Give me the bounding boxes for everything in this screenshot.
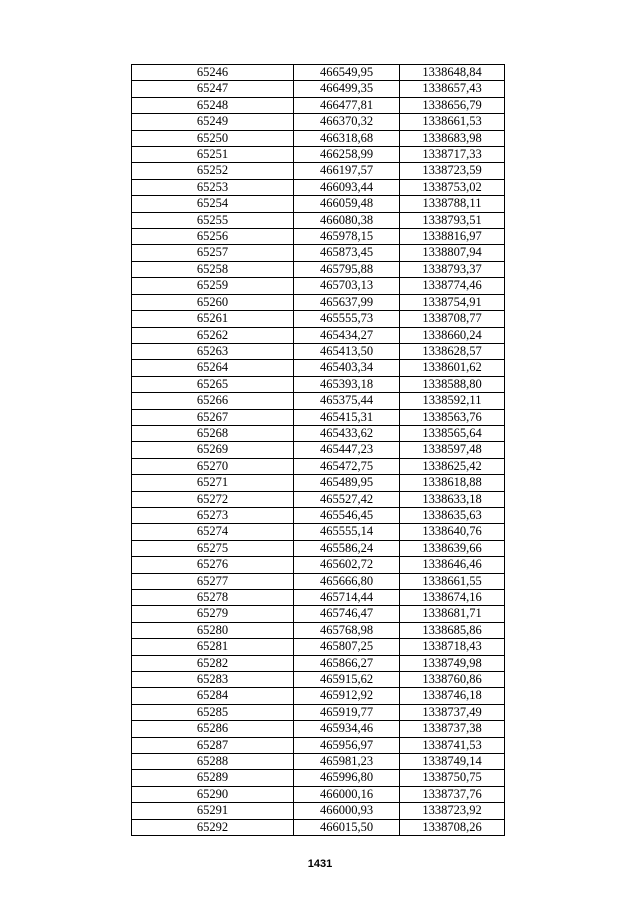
table-row bbox=[132, 458, 505, 474]
point-number-cell: 65271 bbox=[132, 475, 294, 491]
x-coordinate-cell: 466499,35 bbox=[294, 81, 400, 97]
x-coordinate-cell: 465996,80 bbox=[294, 770, 400, 786]
x-coordinate-cell: 466015,50 bbox=[294, 819, 400, 835]
point-number-cell: 65247 bbox=[132, 81, 294, 97]
point-number-cell: 65287 bbox=[132, 737, 294, 753]
y-coordinate-cell: 1338746,18 bbox=[400, 688, 505, 704]
x-coordinate-cell: 465527,42 bbox=[294, 491, 400, 507]
table-row bbox=[132, 540, 505, 556]
x-coordinate-cell: 466477,81 bbox=[294, 97, 400, 113]
x-coordinate-cell: 465602,72 bbox=[294, 557, 400, 573]
point-number-cell: 65265 bbox=[132, 376, 294, 392]
point-number-cell: 65267 bbox=[132, 409, 294, 425]
table-row bbox=[132, 343, 505, 359]
point-number-cell: 65290 bbox=[132, 786, 294, 802]
y-coordinate-cell: 1338618,88 bbox=[400, 475, 505, 491]
table-row bbox=[132, 803, 505, 819]
table-row bbox=[132, 622, 505, 638]
y-coordinate-cell: 1338633,18 bbox=[400, 491, 505, 507]
point-number-cell: 65281 bbox=[132, 639, 294, 655]
table-row bbox=[132, 507, 505, 523]
table-row bbox=[132, 704, 505, 720]
table-row bbox=[132, 425, 505, 441]
point-number-cell: 65257 bbox=[132, 245, 294, 261]
point-number-cell: 65262 bbox=[132, 327, 294, 343]
point-number-cell: 65252 bbox=[132, 163, 294, 179]
point-number-cell: 65280 bbox=[132, 622, 294, 638]
y-coordinate-cell: 1338635,63 bbox=[400, 507, 505, 523]
y-coordinate-cell: 1338685,86 bbox=[400, 622, 505, 638]
x-coordinate-cell: 465472,75 bbox=[294, 458, 400, 474]
y-coordinate-cell: 1338657,43 bbox=[400, 81, 505, 97]
table-row bbox=[132, 737, 505, 753]
x-coordinate-cell: 465912,92 bbox=[294, 688, 400, 704]
point-number-cell: 65274 bbox=[132, 524, 294, 540]
table-row bbox=[132, 327, 505, 343]
x-coordinate-cell: 465489,95 bbox=[294, 475, 400, 491]
x-coordinate-cell: 465768,98 bbox=[294, 622, 400, 638]
point-number-cell: 65272 bbox=[132, 491, 294, 507]
table-row bbox=[132, 639, 505, 655]
x-coordinate-cell: 466000,93 bbox=[294, 803, 400, 819]
table-row bbox=[132, 130, 505, 146]
y-coordinate-cell: 1338723,92 bbox=[400, 803, 505, 819]
table-row bbox=[132, 721, 505, 737]
y-coordinate-cell: 1338708,77 bbox=[400, 311, 505, 327]
table-row bbox=[132, 557, 505, 573]
x-coordinate-cell: 465415,31 bbox=[294, 409, 400, 425]
x-coordinate-cell: 465393,18 bbox=[294, 376, 400, 392]
y-coordinate-cell: 1338597,48 bbox=[400, 442, 505, 458]
y-coordinate-cell: 1338816,97 bbox=[400, 229, 505, 245]
table-row bbox=[132, 672, 505, 688]
y-coordinate-cell: 1338563,76 bbox=[400, 409, 505, 425]
table-row bbox=[132, 770, 505, 786]
point-number-cell: 65289 bbox=[132, 770, 294, 786]
table-row bbox=[132, 491, 505, 507]
table-row bbox=[132, 114, 505, 130]
point-number-cell: 65282 bbox=[132, 655, 294, 671]
point-number-cell: 65283 bbox=[132, 672, 294, 688]
y-coordinate-cell: 1338788,11 bbox=[400, 196, 505, 212]
x-coordinate-cell: 465703,13 bbox=[294, 278, 400, 294]
x-coordinate-cell: 466080,38 bbox=[294, 212, 400, 228]
x-coordinate-cell: 465586,24 bbox=[294, 540, 400, 556]
table-row bbox=[132, 688, 505, 704]
point-number-cell: 65266 bbox=[132, 393, 294, 409]
point-number-cell: 65248 bbox=[132, 97, 294, 113]
y-coordinate-cell: 1338760,86 bbox=[400, 672, 505, 688]
x-coordinate-cell: 466258,99 bbox=[294, 147, 400, 163]
y-coordinate-cell: 1338717,33 bbox=[400, 147, 505, 163]
point-number-cell: 65254 bbox=[132, 196, 294, 212]
table-row bbox=[132, 196, 505, 212]
table-row bbox=[132, 229, 505, 245]
y-coordinate-cell: 1338565,64 bbox=[400, 425, 505, 441]
page-number: 1431 bbox=[307, 858, 333, 870]
table-row bbox=[132, 212, 505, 228]
point-number-cell: 65258 bbox=[132, 261, 294, 277]
point-number-cell: 65260 bbox=[132, 294, 294, 310]
x-coordinate-cell: 465978,15 bbox=[294, 229, 400, 245]
table-row bbox=[132, 786, 505, 802]
table-row bbox=[132, 278, 505, 294]
x-coordinate-cell: 465413,50 bbox=[294, 343, 400, 359]
table-row bbox=[132, 376, 505, 392]
y-coordinate-cell: 1338660,24 bbox=[400, 327, 505, 343]
point-number-cell: 65288 bbox=[132, 754, 294, 770]
x-coordinate-cell: 465866,27 bbox=[294, 655, 400, 671]
table-row bbox=[132, 147, 505, 163]
y-coordinate-cell: 1338640,76 bbox=[400, 524, 505, 540]
point-number-cell: 65270 bbox=[132, 458, 294, 474]
point-number-cell: 65261 bbox=[132, 311, 294, 327]
point-number-cell: 65285 bbox=[132, 704, 294, 720]
y-coordinate-cell: 1338750,75 bbox=[400, 770, 505, 786]
y-coordinate-cell: 1338656,79 bbox=[400, 97, 505, 113]
y-coordinate-cell: 1338793,51 bbox=[400, 212, 505, 228]
x-coordinate-cell: 466093,44 bbox=[294, 179, 400, 195]
point-number-cell: 65268 bbox=[132, 425, 294, 441]
point-number-cell: 65263 bbox=[132, 343, 294, 359]
point-number-cell: 65276 bbox=[132, 557, 294, 573]
x-coordinate-cell: 465714,44 bbox=[294, 590, 400, 606]
x-coordinate-cell: 466370,32 bbox=[294, 114, 400, 130]
table-row bbox=[132, 360, 505, 376]
table-row bbox=[132, 163, 505, 179]
point-number-cell: 65291 bbox=[132, 803, 294, 819]
table-row bbox=[132, 819, 505, 835]
x-coordinate-cell: 466549,95 bbox=[294, 65, 400, 81]
y-coordinate-cell: 1338708,26 bbox=[400, 819, 505, 835]
table-row bbox=[132, 393, 505, 409]
table-row bbox=[132, 245, 505, 261]
point-number-cell: 65253 bbox=[132, 179, 294, 195]
table-row bbox=[132, 573, 505, 589]
x-coordinate-cell: 465873,45 bbox=[294, 245, 400, 261]
table-row bbox=[132, 179, 505, 195]
y-coordinate-cell: 1338749,98 bbox=[400, 655, 505, 671]
y-coordinate-cell: 1338718,43 bbox=[400, 639, 505, 655]
point-number-cell: 65275 bbox=[132, 540, 294, 556]
y-coordinate-cell: 1338661,55 bbox=[400, 573, 505, 589]
y-coordinate-cell: 1338639,66 bbox=[400, 540, 505, 556]
point-number-cell: 65278 bbox=[132, 590, 294, 606]
coordinates-table-body bbox=[132, 65, 505, 836]
y-coordinate-cell: 1338683,98 bbox=[400, 130, 505, 146]
point-number-cell: 65250 bbox=[132, 130, 294, 146]
y-coordinate-cell: 1338681,71 bbox=[400, 606, 505, 622]
x-coordinate-cell: 465447,23 bbox=[294, 442, 400, 458]
table-row bbox=[132, 65, 505, 81]
point-number-cell: 65269 bbox=[132, 442, 294, 458]
point-number-cell: 65249 bbox=[132, 114, 294, 130]
y-coordinate-cell: 1338807,94 bbox=[400, 245, 505, 261]
y-coordinate-cell: 1338588,80 bbox=[400, 376, 505, 392]
y-coordinate-cell: 1338737,76 bbox=[400, 786, 505, 802]
y-coordinate-cell: 1338723,59 bbox=[400, 163, 505, 179]
x-coordinate-cell: 465637,99 bbox=[294, 294, 400, 310]
x-coordinate-cell: 466318,68 bbox=[294, 130, 400, 146]
y-coordinate-cell: 1338749,14 bbox=[400, 754, 505, 770]
x-coordinate-cell: 465981,23 bbox=[294, 754, 400, 770]
x-coordinate-cell: 465666,80 bbox=[294, 573, 400, 589]
x-coordinate-cell: 465915,62 bbox=[294, 672, 400, 688]
x-coordinate-cell: 465555,14 bbox=[294, 524, 400, 540]
table-row bbox=[132, 261, 505, 277]
point-number-cell: 65256 bbox=[132, 229, 294, 245]
x-coordinate-cell: 465434,27 bbox=[294, 327, 400, 343]
point-number-cell: 65284 bbox=[132, 688, 294, 704]
point-number-cell: 65259 bbox=[132, 278, 294, 294]
y-coordinate-cell: 1338646,46 bbox=[400, 557, 505, 573]
table-row bbox=[132, 524, 505, 540]
x-coordinate-cell: 465934,46 bbox=[294, 721, 400, 737]
point-number-cell: 65255 bbox=[132, 212, 294, 228]
point-number-cell: 65246 bbox=[132, 65, 294, 81]
y-coordinate-cell: 1338661,53 bbox=[400, 114, 505, 130]
y-coordinate-cell: 1338601,62 bbox=[400, 360, 505, 376]
table-row bbox=[132, 655, 505, 671]
point-number-cell: 65277 bbox=[132, 573, 294, 589]
table-row bbox=[132, 606, 505, 622]
x-coordinate-cell: 465403,34 bbox=[294, 360, 400, 376]
point-number-cell: 65264 bbox=[132, 360, 294, 376]
x-coordinate-cell: 465919,77 bbox=[294, 704, 400, 720]
point-number-cell: 65251 bbox=[132, 147, 294, 163]
coordinates-table bbox=[131, 64, 505, 836]
y-coordinate-cell: 1338793,37 bbox=[400, 261, 505, 277]
y-coordinate-cell: 1338737,49 bbox=[400, 704, 505, 720]
table-row bbox=[132, 754, 505, 770]
y-coordinate-cell: 1338625,42 bbox=[400, 458, 505, 474]
x-coordinate-cell: 465433,62 bbox=[294, 425, 400, 441]
x-coordinate-cell: 465956,97 bbox=[294, 737, 400, 753]
x-coordinate-cell: 466197,57 bbox=[294, 163, 400, 179]
table-row bbox=[132, 97, 505, 113]
x-coordinate-cell: 465546,45 bbox=[294, 507, 400, 523]
x-coordinate-cell: 465795,88 bbox=[294, 261, 400, 277]
y-coordinate-cell: 1338674,16 bbox=[400, 590, 505, 606]
table-row bbox=[132, 311, 505, 327]
y-coordinate-cell: 1338753,02 bbox=[400, 179, 505, 195]
table-row bbox=[132, 590, 505, 606]
y-coordinate-cell: 1338592,11 bbox=[400, 393, 505, 409]
table-row bbox=[132, 409, 505, 425]
y-coordinate-cell: 1338754,91 bbox=[400, 294, 505, 310]
y-coordinate-cell: 1338774,46 bbox=[400, 278, 505, 294]
table-row bbox=[132, 475, 505, 491]
table-row bbox=[132, 294, 505, 310]
x-coordinate-cell: 465807,25 bbox=[294, 639, 400, 655]
table-row bbox=[132, 81, 505, 97]
point-number-cell: 65279 bbox=[132, 606, 294, 622]
y-coordinate-cell: 1338741,53 bbox=[400, 737, 505, 753]
y-coordinate-cell: 1338648,84 bbox=[400, 65, 505, 81]
point-number-cell: 65286 bbox=[132, 721, 294, 737]
y-coordinate-cell: 1338628,57 bbox=[400, 343, 505, 359]
x-coordinate-cell: 465746,47 bbox=[294, 606, 400, 622]
table-row bbox=[132, 442, 505, 458]
x-coordinate-cell: 465375,44 bbox=[294, 393, 400, 409]
point-number-cell: 65292 bbox=[132, 819, 294, 835]
x-coordinate-cell: 466000,16 bbox=[294, 786, 400, 802]
point-number-cell: 65273 bbox=[132, 507, 294, 523]
x-coordinate-cell: 465555,73 bbox=[294, 311, 400, 327]
y-coordinate-cell: 1338737,38 bbox=[400, 721, 505, 737]
x-coordinate-cell: 466059,48 bbox=[294, 196, 400, 212]
